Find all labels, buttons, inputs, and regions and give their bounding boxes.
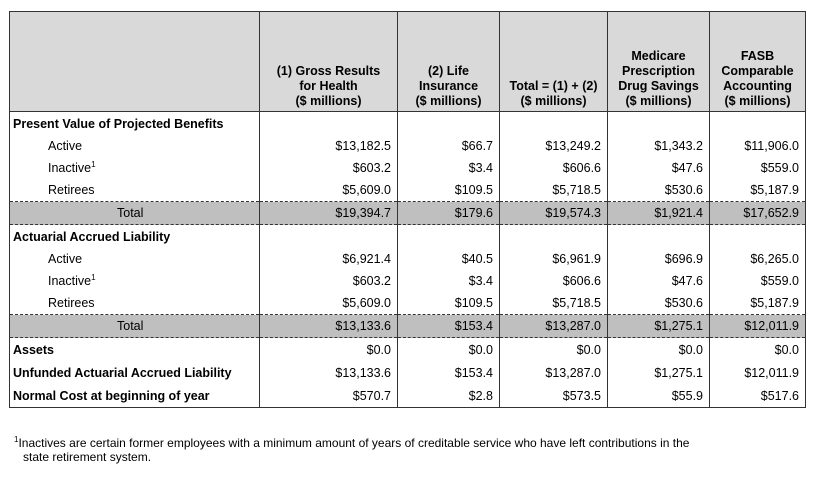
benefits-table-container: [9, 11, 805, 411]
header-text: Prescription: [622, 64, 695, 78]
header-text: Drug Savings: [618, 79, 699, 93]
cell-value: $47.6: [608, 157, 710, 179]
row-label: Active: [10, 135, 260, 157]
cell-value: $530.6: [608, 179, 710, 202]
cell-value: $6,265.0: [710, 248, 806, 270]
row-label: Active: [10, 248, 260, 270]
header-medicare: [608, 12, 710, 112]
header-text: ($ millions): [295, 94, 362, 108]
cell-value: $47.6: [608, 270, 710, 292]
total-value: $179.6: [398, 202, 500, 225]
table-row: [10, 179, 806, 202]
cell-value: $13,182.5: [260, 135, 398, 157]
cell-value: $13,133.6: [260, 361, 398, 384]
cell-value: $12,011.9: [710, 361, 806, 384]
cell-value: $603.2: [260, 270, 398, 292]
header-total: [500, 12, 608, 112]
cell-value: $153.4: [398, 361, 500, 384]
row-label: Retirees: [10, 179, 260, 202]
row-label: Retirees: [10, 292, 260, 315]
cell-value: $1,275.1: [608, 361, 710, 384]
cell-value: $603.2: [260, 157, 398, 179]
summary-label: Unfunded Actuarial Accrued Liability: [10, 361, 260, 384]
cell-value: $570.7: [260, 384, 398, 408]
header-text: Medicare: [631, 49, 686, 63]
cell-value: $109.5: [398, 179, 500, 202]
row-label: Inactive$^1$: [10, 270, 260, 292]
footnote-marker: 1: [91, 273, 96, 282]
total-value: $17,652.9: [710, 202, 806, 225]
header-text: Total = (1) + (2): [509, 79, 598, 93]
cell-value: $13,287.0: [500, 361, 608, 384]
header-text: (1) Gross Results: [276, 64, 381, 78]
cell-value: $5,609.0: [260, 292, 398, 315]
total-value: $19,574.3: [500, 202, 608, 225]
header-text: FASB: [740, 49, 775, 63]
header-blank-cell: [10, 12, 260, 112]
footnote: [14, 436, 804, 464]
section-title-row: [10, 225, 806, 249]
header-text: for Health: [299, 79, 358, 93]
cell-value: $606.6: [500, 270, 608, 292]
header-text: ($ millions): [625, 94, 692, 108]
cell-value: $559.0: [710, 270, 806, 292]
row-label: Inactive$^1$: [10, 157, 260, 179]
cell-value: $66.7: [398, 135, 500, 157]
cell-value: $559.0: [710, 157, 806, 179]
summary-row-assets: [10, 338, 806, 362]
table-row: [10, 248, 806, 270]
total-label: Total: [10, 202, 260, 225]
header-gross-health: [260, 12, 398, 112]
cell-value: $6,921.4: [260, 248, 398, 270]
cell-value: $0.0: [500, 338, 608, 362]
cell-value: $696.9: [608, 248, 710, 270]
section-title: Actuarial Accrued Liability: [10, 225, 260, 249]
cell-value: $13,249.2: [500, 135, 608, 157]
summary-label: Normal Cost at beginning of year: [10, 384, 260, 408]
header-text: Insurance: [418, 79, 479, 93]
cell-value: $109.5: [398, 292, 500, 315]
total-value: $13,133.6: [260, 315, 398, 338]
cell-value: $40.5: [398, 248, 500, 270]
total-value: $13,287.0: [500, 315, 608, 338]
header-text: Comparable: [721, 64, 794, 78]
cell-value: $0.0: [398, 338, 500, 362]
cell-value: $1,343.2: [608, 135, 710, 157]
footnote-line1: Inactives are certain former employees with a minimum amount of years of creditable service who have left contributions in the: [18, 436, 690, 450]
cell-value: $6,961.9: [500, 248, 608, 270]
total-row: [10, 202, 806, 225]
cell-value: $517.6: [710, 384, 806, 408]
summary-row-unfunded: [10, 361, 806, 384]
cell-value: $530.6: [608, 292, 710, 315]
total-label: Total: [10, 315, 260, 338]
header-text: ($ millions): [724, 94, 791, 108]
table-row: [10, 270, 806, 292]
cell-value: $5,718.5: [500, 179, 608, 202]
table-row: [10, 157, 806, 179]
table-row: [10, 292, 806, 315]
cell-value: $0.0: [710, 338, 806, 362]
table-row: [10, 135, 806, 157]
total-value: $1,275.1: [608, 315, 710, 338]
cell-value: $5,187.9: [710, 179, 806, 202]
header-text: (2) Life: [428, 64, 469, 78]
header-text: ($ millions): [415, 94, 482, 108]
summary-row-normal-cost: [10, 384, 806, 408]
cell-value: $606.6: [500, 157, 608, 179]
cell-value: $2.8: [398, 384, 500, 408]
total-row: [10, 315, 806, 338]
header-life-insurance: [398, 12, 500, 112]
total-value: $19,394.7: [260, 202, 398, 225]
cell-value: $0.0: [260, 338, 398, 362]
header-row: [10, 12, 806, 112]
header-text: Accounting: [723, 79, 792, 93]
cell-value: $0.0: [608, 338, 710, 362]
footnote-line2: state retirement system.: [23, 450, 152, 464]
total-value: $12,011.9: [710, 315, 806, 338]
cell-value: $5,718.5: [500, 292, 608, 315]
section-title: Present Value of Projected Benefits: [10, 112, 260, 136]
section-title-row: [10, 112, 806, 136]
cell-value: $5,609.0: [260, 179, 398, 202]
benefits-table: [9, 11, 806, 408]
footnote-marker: 1: [14, 435, 19, 444]
cell-value: $3.4: [398, 157, 500, 179]
header-fasb: [710, 12, 806, 112]
footnote-marker: 1: [91, 160, 96, 169]
total-value: $153.4: [398, 315, 500, 338]
summary-label: Assets: [10, 338, 260, 362]
header-text: ($ millions): [520, 94, 587, 108]
cell-value: $55.9: [608, 384, 710, 408]
cell-value: $5,187.9: [710, 292, 806, 315]
cell-value: $3.4: [398, 270, 500, 292]
cell-value: $573.5: [500, 384, 608, 408]
total-value: $1,921.4: [608, 202, 710, 225]
cell-value: $11,906.0: [710, 135, 806, 157]
